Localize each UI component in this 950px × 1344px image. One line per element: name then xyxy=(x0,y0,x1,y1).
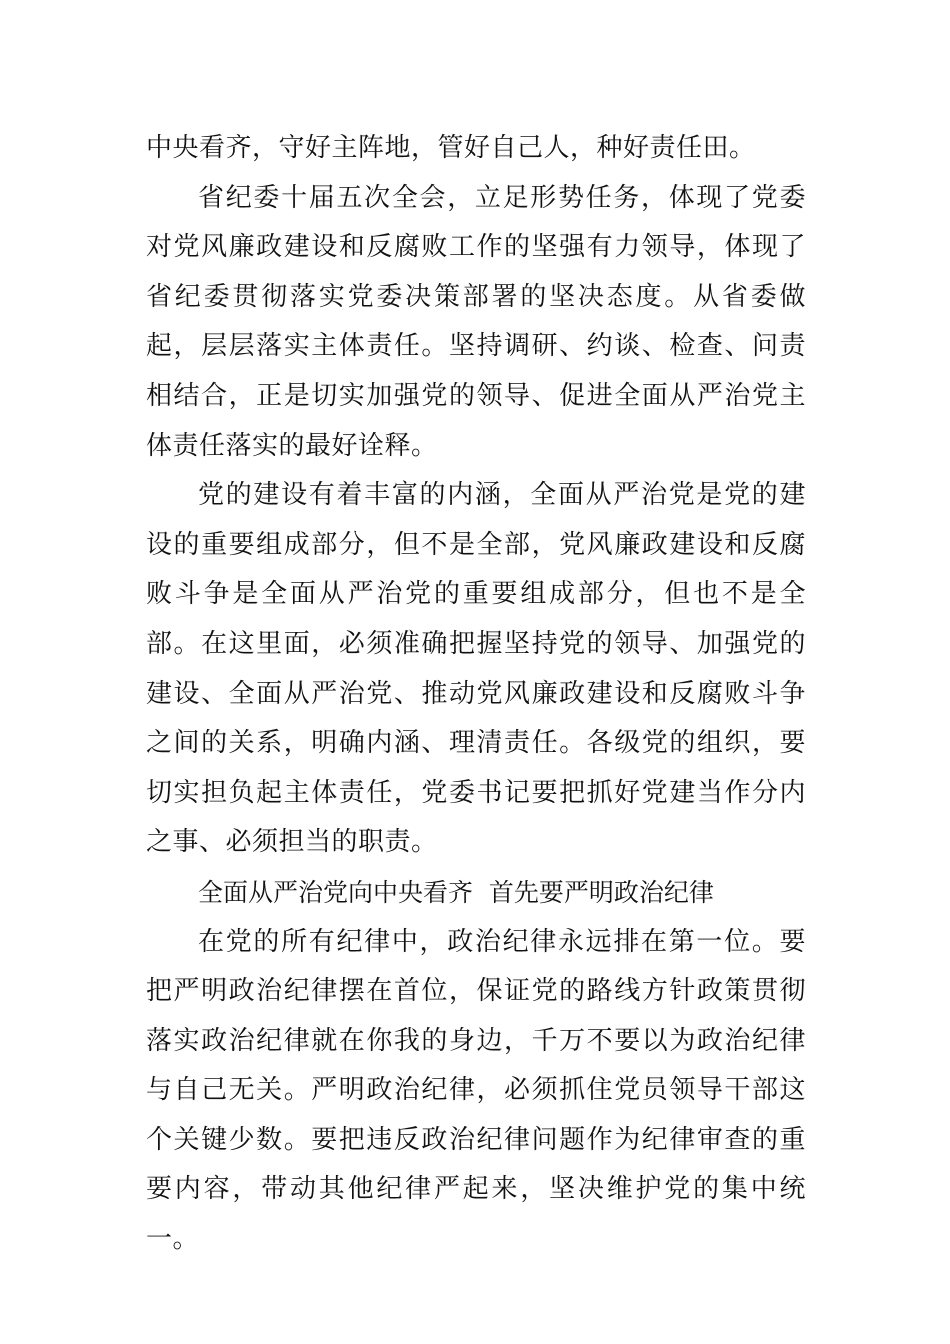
paragraph-plenary-session: 省纪委十届五次全会，立足形势任务，体现了党委对党风廉政建设和反腐败工作的坚强有力领导，体现了省纪委贯彻落实党委决策部署的坚决态度。从省委做起，层层落实主体责任。坚持调研、约谈、检查、问责相结合，正是切实加强党的领导、促进全面从严治党主体责任落实的最好诠释。 xyxy=(146,182,806,461)
paragraph-political-discipline: 在党的所有纪律中，政治纪律永远排在第一位。要把严明政治纪律摆在首位，保证党的路线方针政策贯彻落实政治纪律就在你我的身边，千万不要以为政治纪律与自己无关。严明政治纪律，必须抓住党员领导干部这个关键少数。要把违反政治纪律问题作为纪律审查的重要内容，带动其他纪律严起来，坚决维护党的集中统一。 xyxy=(146,926,806,1255)
section-heading: 全面从严治党向中央看齐 首先要严明政治纪律 xyxy=(198,877,714,907)
paragraph-continuation: 中央看齐，守好主阵地，管好自己人，种好责任田。 xyxy=(146,133,756,163)
document-body xyxy=(146,124,806,1265)
paragraph-party-building: 党的建设有着丰富的内涵，全面从严治党是党的建设的重要组成部分，但不是全部，党风廉政建设和反腐败斗争是全面从严治党的重要组成部分，但也不是全部。在这里面，必须准确把握坚持党的领导、加强党的建设、全面从严治党、推动党风廉政建设和反腐败斗争之间的关系，明确内涵、理清责任。各级党的组织，要切实担负起主体责任，党委书记要把抓好党建当作分内之事、必须担当的职责。 xyxy=(146,480,806,858)
